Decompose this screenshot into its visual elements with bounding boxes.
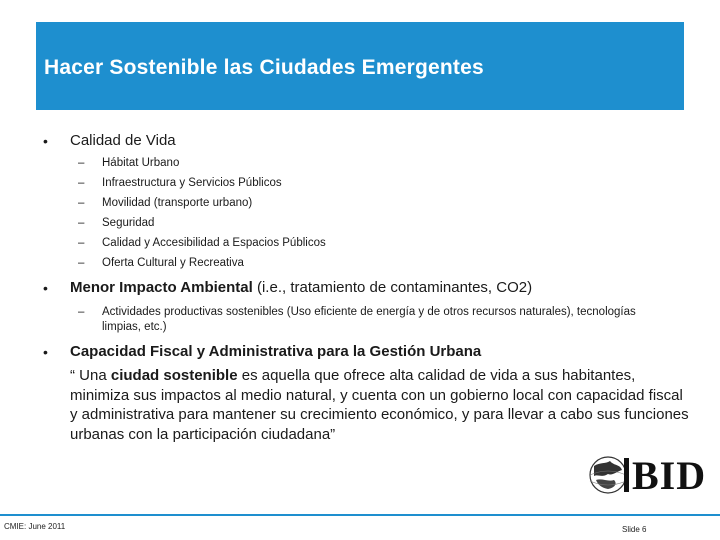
quote-rest: es aquella que ofrece alta calidad de vida a sus habitantes, minimiza sus impactos al medio natural, y cuenta con un gobierno local con capacidad fiscal y administrativa para mantener su crecimiento económico, y para llevar a cabo sus funciones urbanas con la participación ciudadana” [70, 367, 689, 443]
sub-item-label: Seguridad [102, 217, 155, 229]
slide-number: Slide 6 [622, 525, 647, 534]
dash-marker: – [78, 257, 85, 269]
bullet-marker: • [43, 344, 48, 360]
sub-item-label: Movilidad (transporte urbano) [102, 197, 253, 209]
bullet-marker: • [43, 133, 48, 149]
dash-marker: – [78, 197, 85, 209]
bullet-label: Capacidad Fiscal y Administrativa para la Gestión Urbana [70, 343, 482, 360]
bullet-label-rest: (i.e., tratamiento de contaminantes, CO2) [252, 279, 533, 296]
slide-title: Hacer Sostenible las Ciudades Emergentes [44, 56, 484, 79]
bullet-label-bold: Menor Impacto Ambiental [70, 279, 253, 296]
sub-item-label: Calidad y Accesibilidad a Espacios Públicos [102, 237, 326, 249]
sub-item-label: Hábitat Urbano [102, 157, 180, 169]
bid-logo-text: BID [632, 453, 707, 498]
bullet-label [70, 278, 532, 298]
quote-bold: ciudad sostenible [110, 367, 238, 384]
dash-marker: – [78, 157, 85, 169]
dash-marker: – [78, 177, 85, 189]
dash-marker: – [78, 306, 85, 318]
footer-divider [0, 514, 720, 516]
sub-item-label: Actividades productivas sostenibles (Uso eficiente de energía y de otros recursos naturales), tecnologías limpias, etc.) [102, 306, 636, 333]
title-banner [36, 22, 684, 110]
dash-marker: – [78, 237, 85, 249]
sub-item-label: Oferta Cultural y Recreativa [102, 257, 244, 269]
quote-open: “ Una [70, 367, 111, 384]
bullet-label: Calidad de Vida [70, 132, 176, 149]
footer-date: CMIE: June 2011 [4, 522, 66, 531]
bullet-marker: • [43, 280, 48, 296]
sub-item-label: Infraestructura y Servicios Públicos [102, 177, 282, 189]
sustainable-city-definition [70, 366, 690, 444]
dash-marker: – [78, 217, 85, 229]
bid-logo [586, 452, 707, 498]
